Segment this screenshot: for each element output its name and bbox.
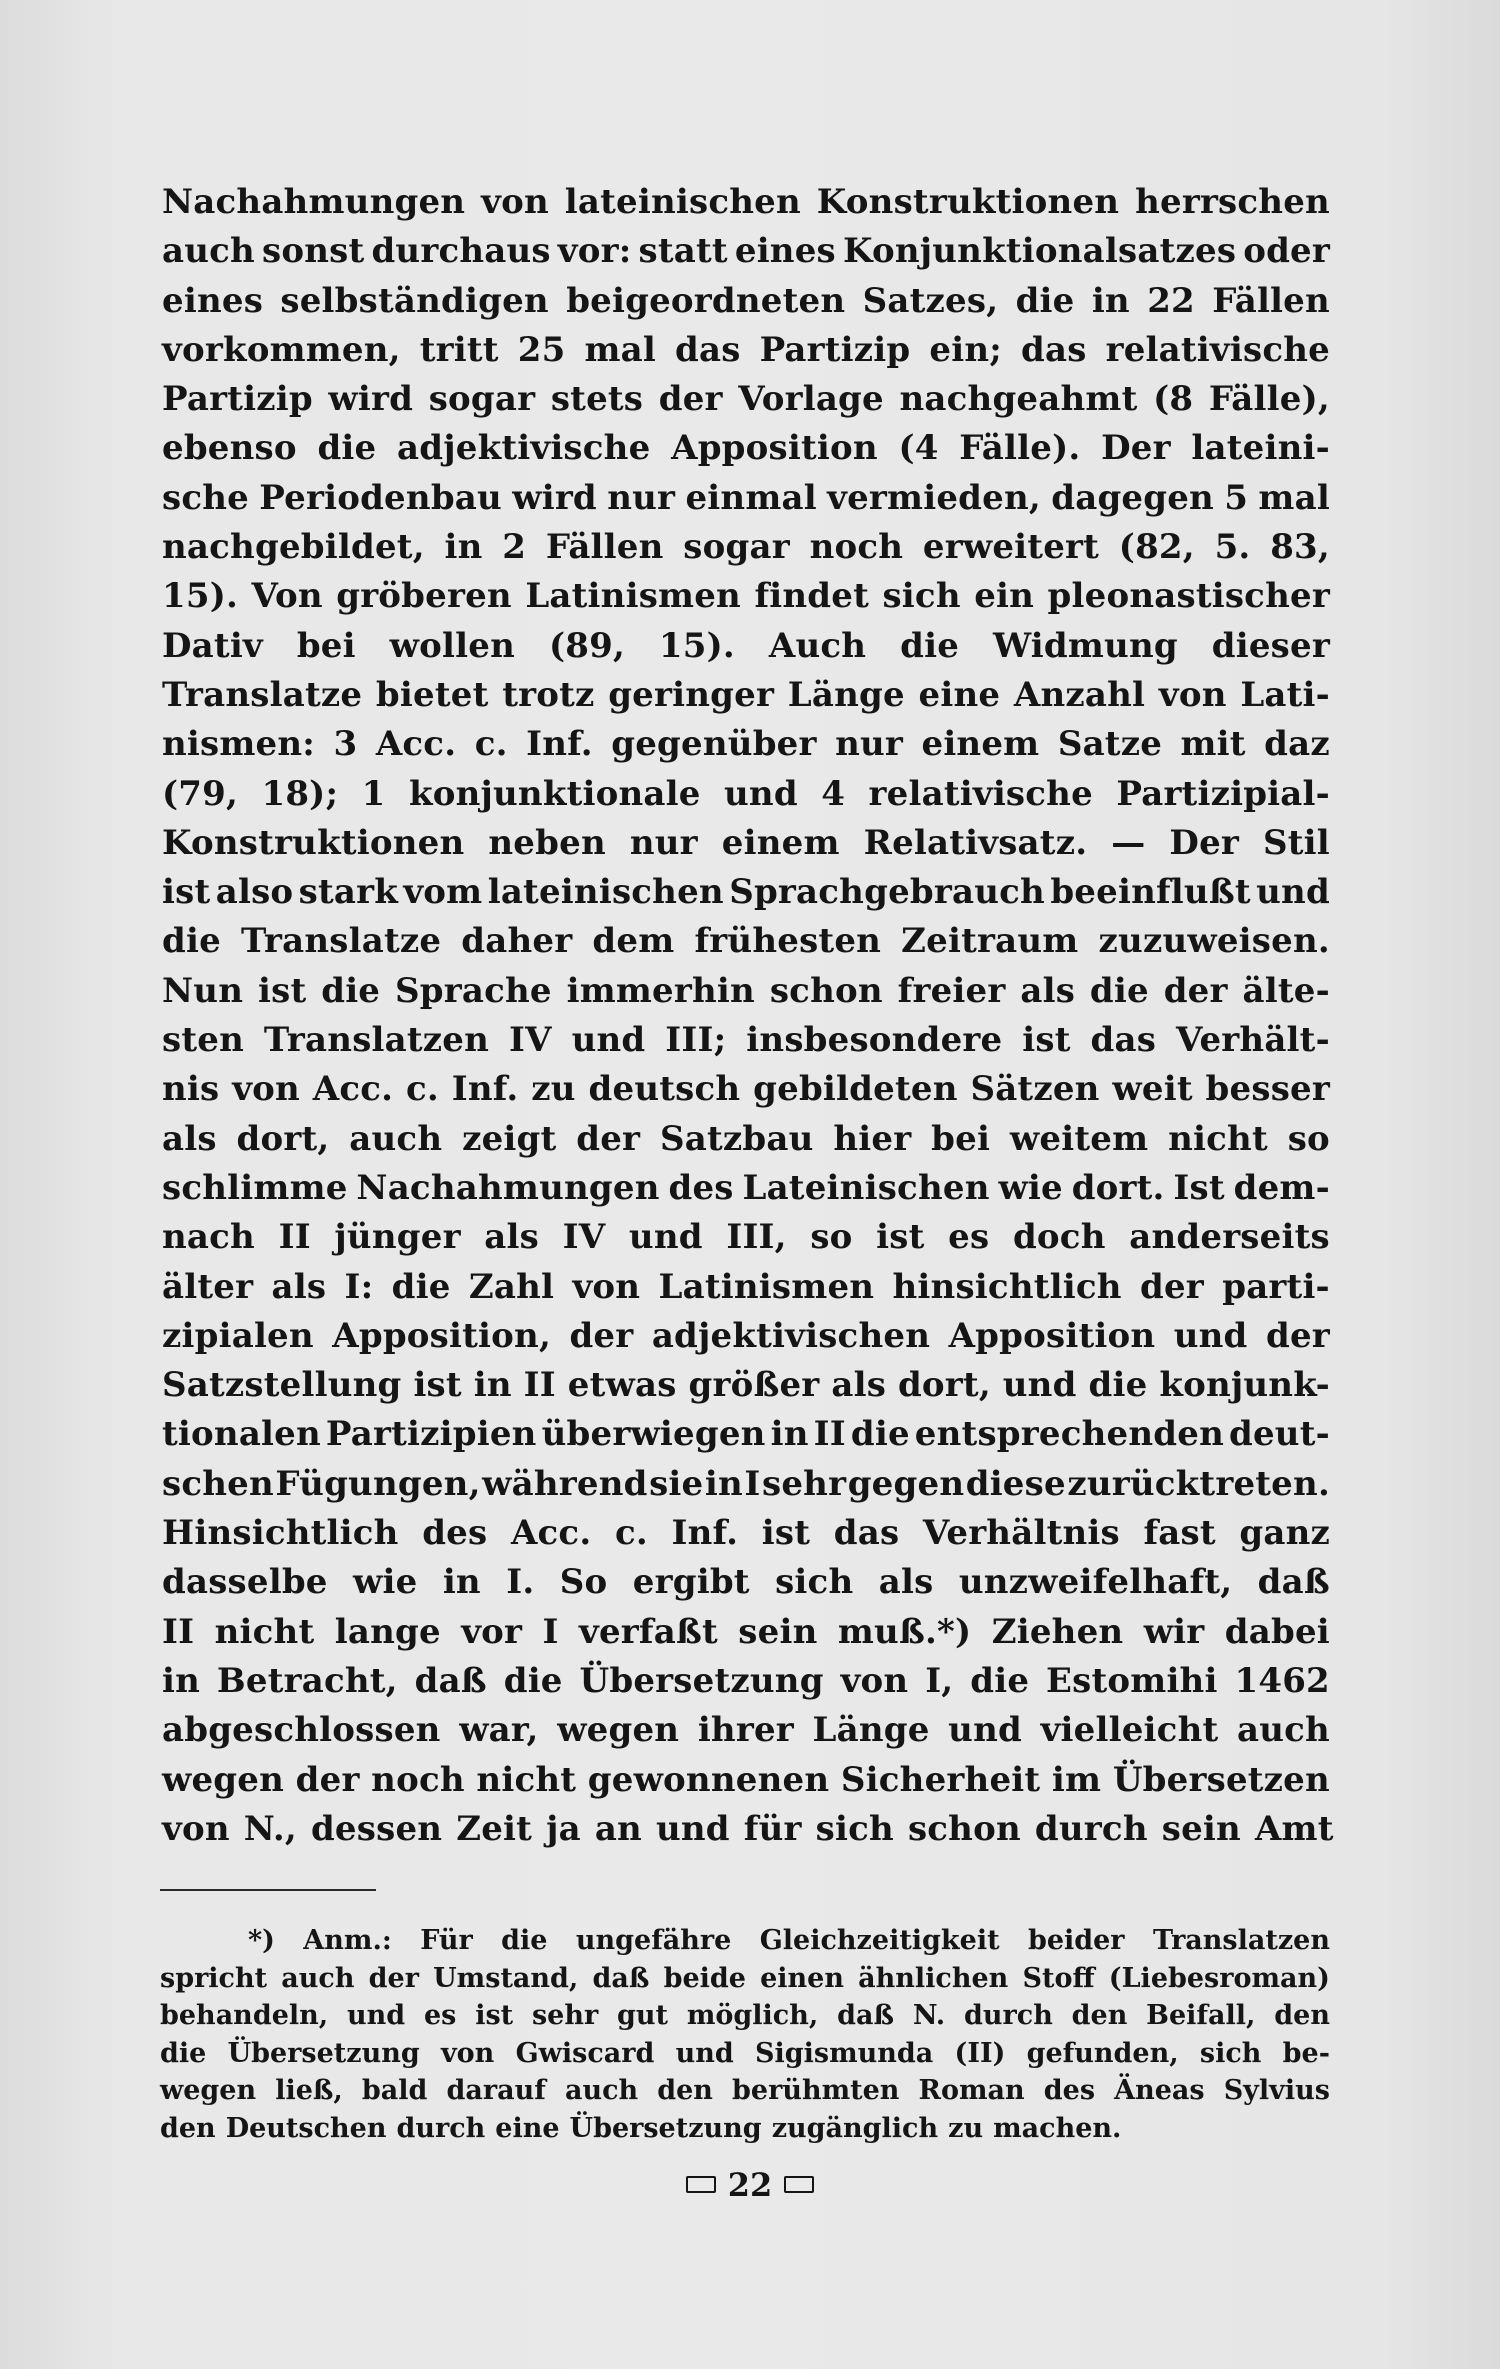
footnote-line: *) Anm.: Für die ungefähre Gleichzeitigkeit beider Translatzen <box>248 1925 1330 1956</box>
main-text-line: nachgebildet, in 2 Fällen sogar noch erweitert (82, 5. 83, <box>162 527 1330 568</box>
footnote-block <box>160 1922 1330 2147</box>
footnote-line: spricht auch der Umstand, daß beide einen ähnlichen Stoff (Liebesroman) <box>160 1962 1330 1994</box>
main-text-line: sche Periodenbau wird nur einmal vermieden, dagegen 5 mal <box>162 477 1330 518</box>
main-text-line: Nun ist die Sprache immerhin schon freier als die der älte- <box>162 970 1330 1011</box>
main-text-line: Translatze bietet trotz geringer Länge eine Anzahl von Lati- <box>162 674 1330 715</box>
main-text-line: nach II jünger als IV und III, so ist es doch anderseits <box>162 1217 1330 1258</box>
main-text-line: vorkommen, tritt 25 mal das Partizip ein; das relativische <box>162 329 1330 370</box>
main-text-line: tionalen Partizipien überwiegen in II die entsprechenden deut- <box>162 1414 1330 1455</box>
main-text-line: älter als I: die Zahl von Latinismen hinsichtlich der parti- <box>162 1266 1330 1307</box>
main-text-line: 15). Von gröberen Latinismen findet sich ein pleonastischer <box>162 576 1330 617</box>
main-text-line: auch sonst durchaus vor: statt eines Konjunktionalsatzes oder <box>162 231 1330 272</box>
main-text-line: nis von Acc. c. Inf. zu deutsch gebildeten Sätzen weit besser <box>162 1069 1330 1110</box>
main-text-line: (79, 18); 1 konjunktionale und 4 relativische Partizipial- <box>162 773 1330 814</box>
footnote-line: den Deutschen durch eine Übersetzung zugänglich zu machen. <box>160 2112 1122 2144</box>
main-text-line: II nicht lange vor I verfaßt sein muß.*) Ziehen wir dabei <box>162 1611 1330 1652</box>
main-text-line: wegen der noch nicht gewonnenen Sicherheit im Übersetzen <box>162 1759 1330 1800</box>
main-text-line: abgeschlossen war, wegen ihrer Länge und vielleicht auch <box>162 1710 1330 1751</box>
main-text-line: Partizip wird sogar stets der Vorlage nachgeahmt (8 Fälle), <box>162 379 1330 420</box>
footnote-line: wegen ließ, bald darauf auch den berühmten Roman des Äneas Sylvius <box>160 2075 1330 2106</box>
main-text-block <box>162 178 1334 1854</box>
main-text-line: in Betracht, daß die Übersetzung von I, die Estomihi 1462 <box>162 1660 1330 1701</box>
square-ornament-icon <box>784 2176 814 2193</box>
square-ornament-icon <box>686 2176 716 2193</box>
main-text-line: Nachahmungen von lateinischen Konstruktionen herrschen <box>162 182 1330 222</box>
page-number: 22 <box>727 2166 773 2204</box>
main-text-line: ist also stark vom lateinischen Sprachgebrauch beeinflußt und <box>162 872 1330 913</box>
main-text-line: nismen: 3 Acc. c. Inf. gegenüber nur einem Satze mit daz <box>162 724 1330 765</box>
main-text-line: eines selbständigen beigeordneten Satzes, die in 22 Fällen <box>162 280 1330 321</box>
main-text-line: schen Fügungen, während sie in I sehr gegen diese zurücktreten. <box>162 1463 1330 1504</box>
footnote-separator-rule <box>160 1889 376 1891</box>
main-text-line: die Translatze daher dem frühesten Zeitraum zuzuweisen. <box>162 921 1330 962</box>
main-text-line: von N., dessen Zeit ja an und für sich schon durch sein Amt <box>162 1808 1334 1849</box>
main-text-line: Konstruktionen neben nur einem Relativsatz. — Der Stil <box>162 822 1330 863</box>
main-text-line: ebenso die adjektivische Apposition (4 Fälle). Der lateini- <box>162 428 1330 469</box>
footnote-line: die Übersetzung von Gwiscard und Sigismunda (II) gefunden, sich be- <box>160 2037 1330 2069</box>
main-text-line: Dativ bei wollen (89, 15). Auch die Widmung dieser <box>162 625 1330 666</box>
main-text-line: Satzstellung ist in II etwas größer als dort, und die konjunk- <box>162 1365 1330 1406</box>
page-number-footer <box>0 2166 1500 2204</box>
main-text-line: als dort, auch zeigt der Satzbau hier bei weitem nicht so <box>162 1118 1330 1159</box>
main-text-line: schlimme Nachahmungen des Lateinischen wie dort. Ist dem- <box>162 1167 1330 1208</box>
main-text-line: zipialen Apposition, der adjektivischen Apposition und der <box>162 1315 1330 1356</box>
main-text-line: Hinsichtlich des Acc. c. Inf. ist das Verhältnis fast ganz <box>162 1513 1330 1554</box>
footnote-line: behandeln, und es ist sehr gut möglich, daß N. durch den Beifall, den <box>160 2000 1330 2031</box>
main-text-line: dasselbe wie in I. So ergibt sich als unzweifelhaft, daß <box>162 1562 1330 1603</box>
main-text-line: sten Translatzen IV und III; insbesondere ist das Verhält- <box>162 1020 1330 1061</box>
